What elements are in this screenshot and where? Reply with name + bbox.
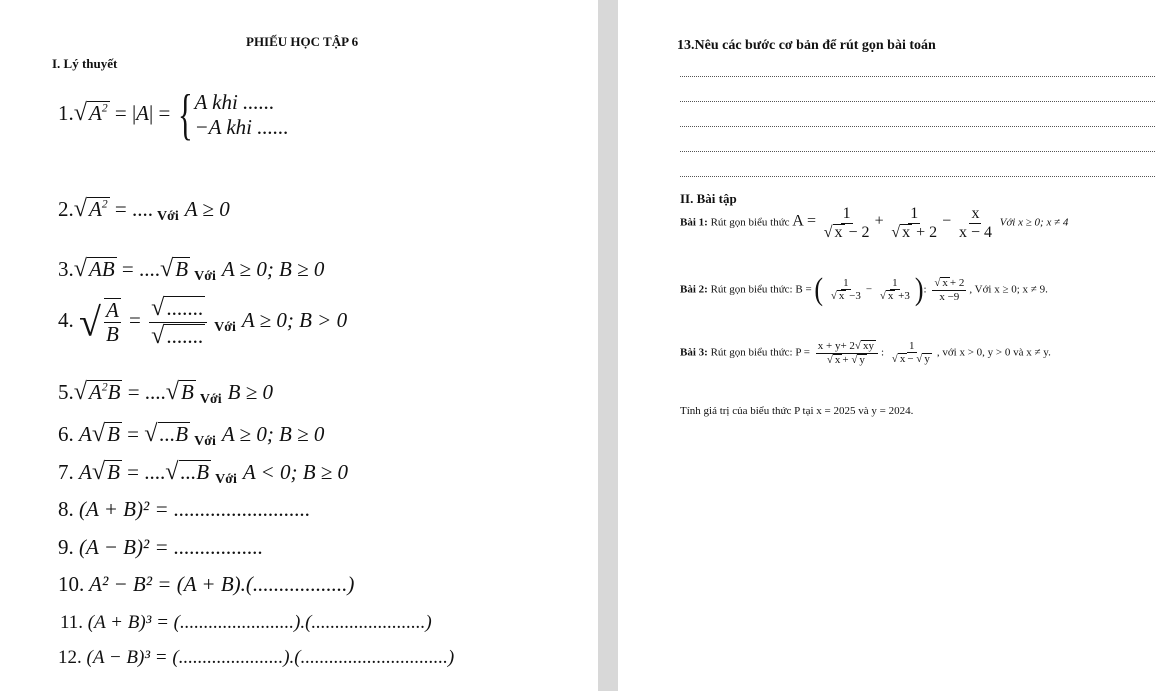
formula-1: $1.√A^2 = |A|$ = { A khi ...... −A khi ......: [58, 83, 289, 146]
formula-1-case-2: −A khi ......: [194, 115, 289, 139]
formula-11: 11. (A + B)³ = (........................).(........................): [60, 612, 432, 633]
exercise-1: Bài 1: Rút gọn biểu thức A = $\frac{1}{√ x - 2}$ + $\frac{1}{√ x + 2}$ − $\frac{x}{x - 4}$ Với x ≥ 0; x ≠ 4: [680, 205, 1069, 241]
formula-2: $2.√A^2$ = .... Với A ≥ 0: [58, 195, 230, 224]
formula-12: 12. (A − B)³ = (......................).(...............................): [58, 647, 455, 668]
answer-line-2: [680, 101, 1155, 102]
formula-5: $5.√A^2B = ....√B$ Với B ≥ 0: [58, 378, 273, 407]
formula-9: 9. (A − B)² = .................: [58, 535, 264, 559]
question-13: 13.Nêu các bước cơ bản để rút gọn bài toán: [677, 38, 936, 53]
formula-6: 6. A√B = √...B Với A ≥ 0; B ≥ 0: [58, 420, 325, 449]
answer-line-1: [680, 76, 1155, 77]
section-exercises: II. Bài tập: [680, 191, 737, 206]
formula-7: 7. A√B = ....√...B Với A < 0; B ≥ 0: [58, 458, 349, 487]
formula-8: 8. (A + B)² = ..........................: [58, 497, 311, 521]
exercise-3: Bài 3: Rút gọn biểu thức: P = $\frac{x + y+ 2√ xy}{√ x + √ y}$ : $\frac{1}{√ x - √ y}$ , với x > 0, y > 0 và x ≠ y.: [680, 340, 1051, 366]
answer-line-3: [680, 126, 1155, 127]
answer-line-4: [680, 151, 1155, 152]
answer-line-5: [680, 176, 1155, 177]
formula-3: 3.√AB = ....√B Với A ≥ 0; B ≥ 0: [58, 255, 325, 284]
exercise-3-task: Tính giá trị của biểu thức P tại x = 2025 và y = 2024.: [680, 405, 914, 417]
page-gap: [598, 0, 618, 691]
formula-1-case-1: A khi ......: [194, 90, 275, 114]
worksheet-title: PHIẾU HỌC TẬP 6: [246, 34, 359, 49]
exercise-2: Bài 2: Rút gọn biểu thức: B = ( $\frac{1}{√ x -3}$ − $\frac{1}{√ x +3}$ ): $\frac{√ x + 2}{x -9}$ , Với x ≥ 0; x ≠ 9.: [680, 272, 1048, 307]
section-theory: I. Lý thuyết: [52, 56, 118, 71]
formula-10: 10. A² − B² = (A + B).(..................): [58, 572, 355, 596]
formula-4: 4. √ $\frac{A}{B}$ = $\frac{√.......}{√.......}$ Với A ≥ 0; B > 0: [58, 294, 348, 349]
